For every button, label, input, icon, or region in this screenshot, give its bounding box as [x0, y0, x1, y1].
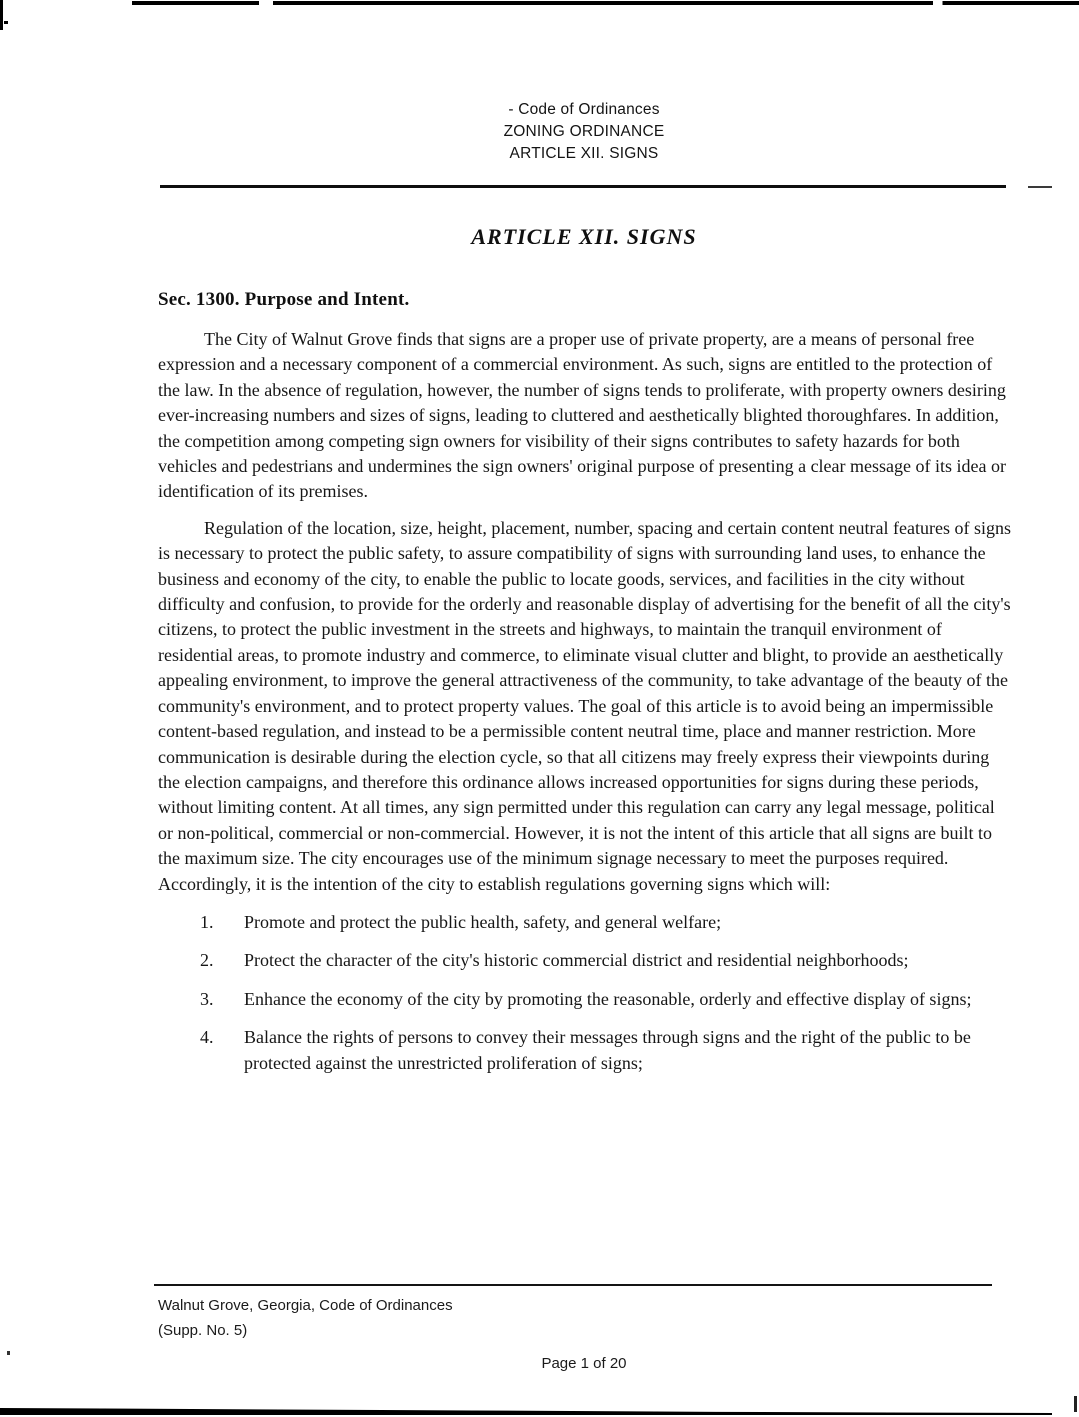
list-item-text: Balance the rights of persons to convey their messages through signs and the right of the public to be protected against the unrestricted proliferation of signs; [244, 1027, 971, 1073]
list-item-number: 3. [200, 988, 214, 1009]
list-item [158, 1025, 1014, 1076]
paragraph: Regulation of the location, size, height, placement, number, spacing and certain content neutral features of signs is necessary to protect the public safety, to assure compatibility of signs with surrounding land uses, to enhance the business and economy of the city, to enable the public to locate goods, services, and facilities in the city without difficulty and confusion, to provide for the orderly and reasonable display of advertising for the benefit of all the city's citizens, to protect the public investment in the streets and highways, to maintain the tranquil environment of residential areas, to promote industry and commerce, to eliminate visual clutter and blight, to provide an aesthetically appealing environment, to improve the general attractiveness of the community, to take advantage of the beauty of the community's environment, and to protect property values. The goal of this article is to avoid being an impermissible content-based regulation, and instead to be a permissible content neutral time, place and manner restriction. More communication is desirable during the election cycle, so that all citizens may freely express their viewpoints during the election campaigns, and therefore this ordinance allows increased opportunities for signs during these periods, without limiting content. At all times, any sign permitted under this regulation can carry any legal message, political or non-political, commercial or non-commercial. However, it is not the intent of this article that all signs are built to the maximum size. The city encourages use of the minimum signage necessary to meet the purposes required. Accordingly, it is the intention of the city to establish regulations governing signs which will: [158, 517, 1012, 894]
numbered-list [158, 910, 1014, 1076]
list-item [158, 948, 1014, 973]
list-item-number: 4. [200, 1027, 214, 1048]
scan-artifact-bottom-bar [0, 1408, 1052, 1415]
header-divider-dash [1028, 186, 1052, 188]
list-item-number: 1. [200, 911, 214, 932]
footer-source: Walnut Grove, Georgia, Code of Ordinances [158, 1297, 453, 1314]
scan-artifact-top-edge [132, 1, 1079, 5]
scan-artifact-speck [7, 1351, 10, 1355]
scan-artifact-speck [4, 21, 8, 24]
list-item [158, 910, 1014, 935]
body-text [158, 327, 1014, 1089]
scan-artifact-left-edge [0, 0, 3, 30]
list-item [158, 987, 1014, 1012]
list-item-text: Enhance the economy of the city by promoting the reasonable, orderly and effective display of signs; [244, 988, 972, 1009]
page-header [158, 99, 1010, 165]
page-footer [158, 1293, 1010, 1343]
scan-artifact-right-tick [1074, 1396, 1077, 1412]
paragraph: The City of Walnut Grove finds that signs are a proper use of private property, are a means of personal free expression and a necessary component of a commercial environment. As such, signs are entitled to the protection of the law. In the absence of regulation, however, the number of signs tends to proliferate, with property owners desiring ever-increasing numbers and sizes of signs, leading to cluttered and aesthetically blighted thoroughfares. In addition, the competition among competing sign owners for visibility of their signs contributes to safety hazards for both vehicles and pedestrians and undermines the sign owners' original purpose of presenting a clear message of its idea or identification of its premises. [158, 329, 1006, 502]
header-line-code-of-ordinances: - Code of Ordinances [508, 101, 660, 118]
article-title: ARTICLE XII. SIGNS [471, 224, 697, 249]
footer-supplement: (Supp. No. 5) [158, 1322, 248, 1339]
header-line-zoning-ordinance: ZONING ORDINANCE [503, 123, 665, 140]
page-indicator: Page 1 of 20 [541, 1355, 627, 1372]
header-line-article-xii-signs: ARTICLE XII. SIGNS [509, 145, 659, 162]
section-heading: Sec. 1300. Purpose and Intent. [158, 289, 410, 310]
list-item-text: Promote and protect the public health, safety, and general welfare; [244, 911, 722, 932]
list-item-text: Protect the character of the city's historic commercial district and residential neighborhoods; [244, 950, 909, 971]
header-divider-rule [160, 185, 1006, 188]
footer-divider-rule [154, 1284, 992, 1286]
list-item-number: 2. [200, 950, 214, 971]
